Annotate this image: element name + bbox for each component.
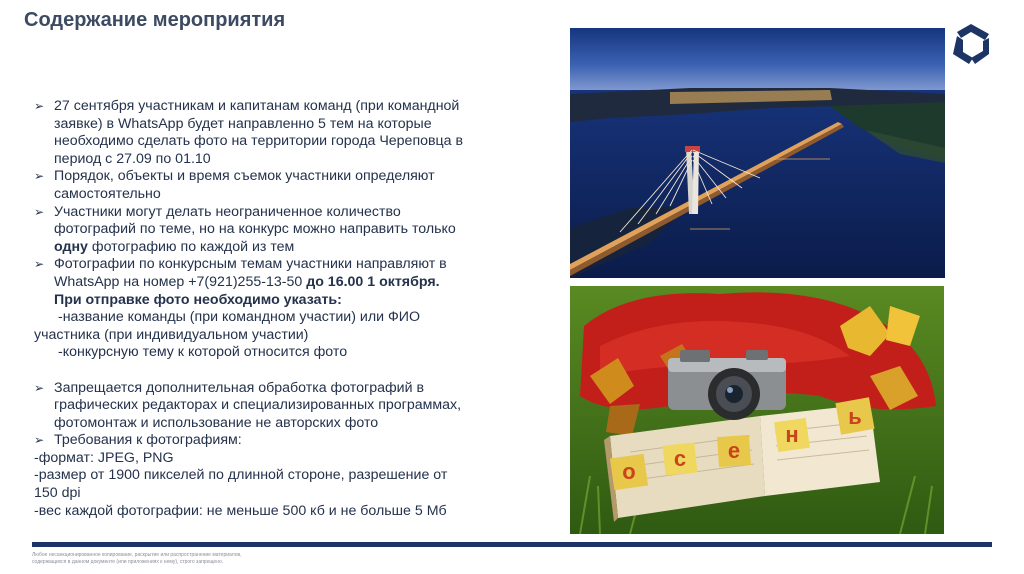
bullet-line: фотографий по теме, но на конкурс можно направить только [54,221,456,238]
sub-item-team-name: -название команды (при командном участии) или ФИО [58,309,420,326]
legal-line: Любое несанкционированное копирование, раскрытие или распространение материалов, [32,552,242,558]
spacer [34,362,504,380]
bullet-item [34,432,504,450]
bullet-line [54,274,504,292]
bullet-item [34,98,504,168]
bullet-arrow-icon: ➢ [34,169,45,184]
requirement-format: -формат: JPEG, PNG [34,449,174,466]
bullet-line: Запрещается дополнительная обработка фотографий в [54,379,424,396]
deadline-text: до 16.00 1 октября. [306,273,440,290]
footer-divider [32,542,992,547]
letter-card: н [785,422,799,447]
phone-number-text: WhatsApp на номер +7(921)255-13-50 [54,273,307,290]
bullet-line: Порядок, объекты и время съемок участники определяют [54,168,435,185]
bullet-item [34,380,504,433]
letter-card: с [673,446,687,471]
bullet-line: заявке) в WhatsApp будет направленно 5 тем на которые [54,115,432,132]
bullet-arrow-icon: ➢ [34,433,45,448]
requirement-size: -размер от 1900 пикселей по длинной стороне, разрешение от [34,467,448,484]
page-title: Содержание мероприятия [24,9,286,31]
bullet-line: Фотографии по конкурсным темам участники направляют в [54,256,447,273]
submission-instructions-heading: При отправке фото необходимо указать: [54,291,342,308]
bullet-arrow-icon: ➢ [34,257,45,272]
bullet-arrow-icon: ➢ [34,204,45,219]
legal-footer [32,552,332,566]
bullet-line [54,239,504,257]
sub-item-theme: -конкурсную тему к которой относится фото [58,344,348,361]
bullet-line: Требования к фотографиям: [54,432,242,449]
legal-line: содержащихся в данном документе (или приложениях к нему), строго запрещено. [32,559,224,565]
letter-card: о [622,459,636,484]
autumn-camera-photo [570,286,944,534]
company-logo-icon [949,22,993,66]
bullet-item [34,168,504,203]
letter-card: ь [848,404,862,429]
bullet-arrow-icon: ➢ [34,99,45,113]
bullet-line: 27 сентября участникам и капитанам команд (при командной [54,98,460,114]
bullet-item [34,256,504,309]
requirement-size-cont: 150 dpi [34,485,81,502]
requirement-weight: -вес каждой фотографии: не меньше 500 кб и не больше 5 Мб [34,502,447,519]
sub-item-team-name-cont: участника (при индивидуальном участии) [34,326,309,343]
bullet-line-rest: фотографию по каждой из тем [87,238,295,255]
letter-card: е [727,438,741,463]
event-content-text [34,98,504,520]
bridge-photo [570,28,945,278]
bullet-line: период с 27.09 по 01.10 [54,150,211,167]
bullet-line: Участники могут делать неограниченное количество [54,203,401,220]
emphasis-one: одну [54,238,88,255]
bullet-line: самостоятельно [54,185,161,202]
bullet-line: графических редакторах и специализированных программах, [54,397,462,414]
bullet-arrow-icon: ➢ [34,380,45,395]
bullet-line: фотомонтаж и использование не авторских фото [54,414,379,431]
bullet-item [34,204,504,257]
bullet-line: необходимо сделать фото на территории города Череповца в [54,133,464,150]
